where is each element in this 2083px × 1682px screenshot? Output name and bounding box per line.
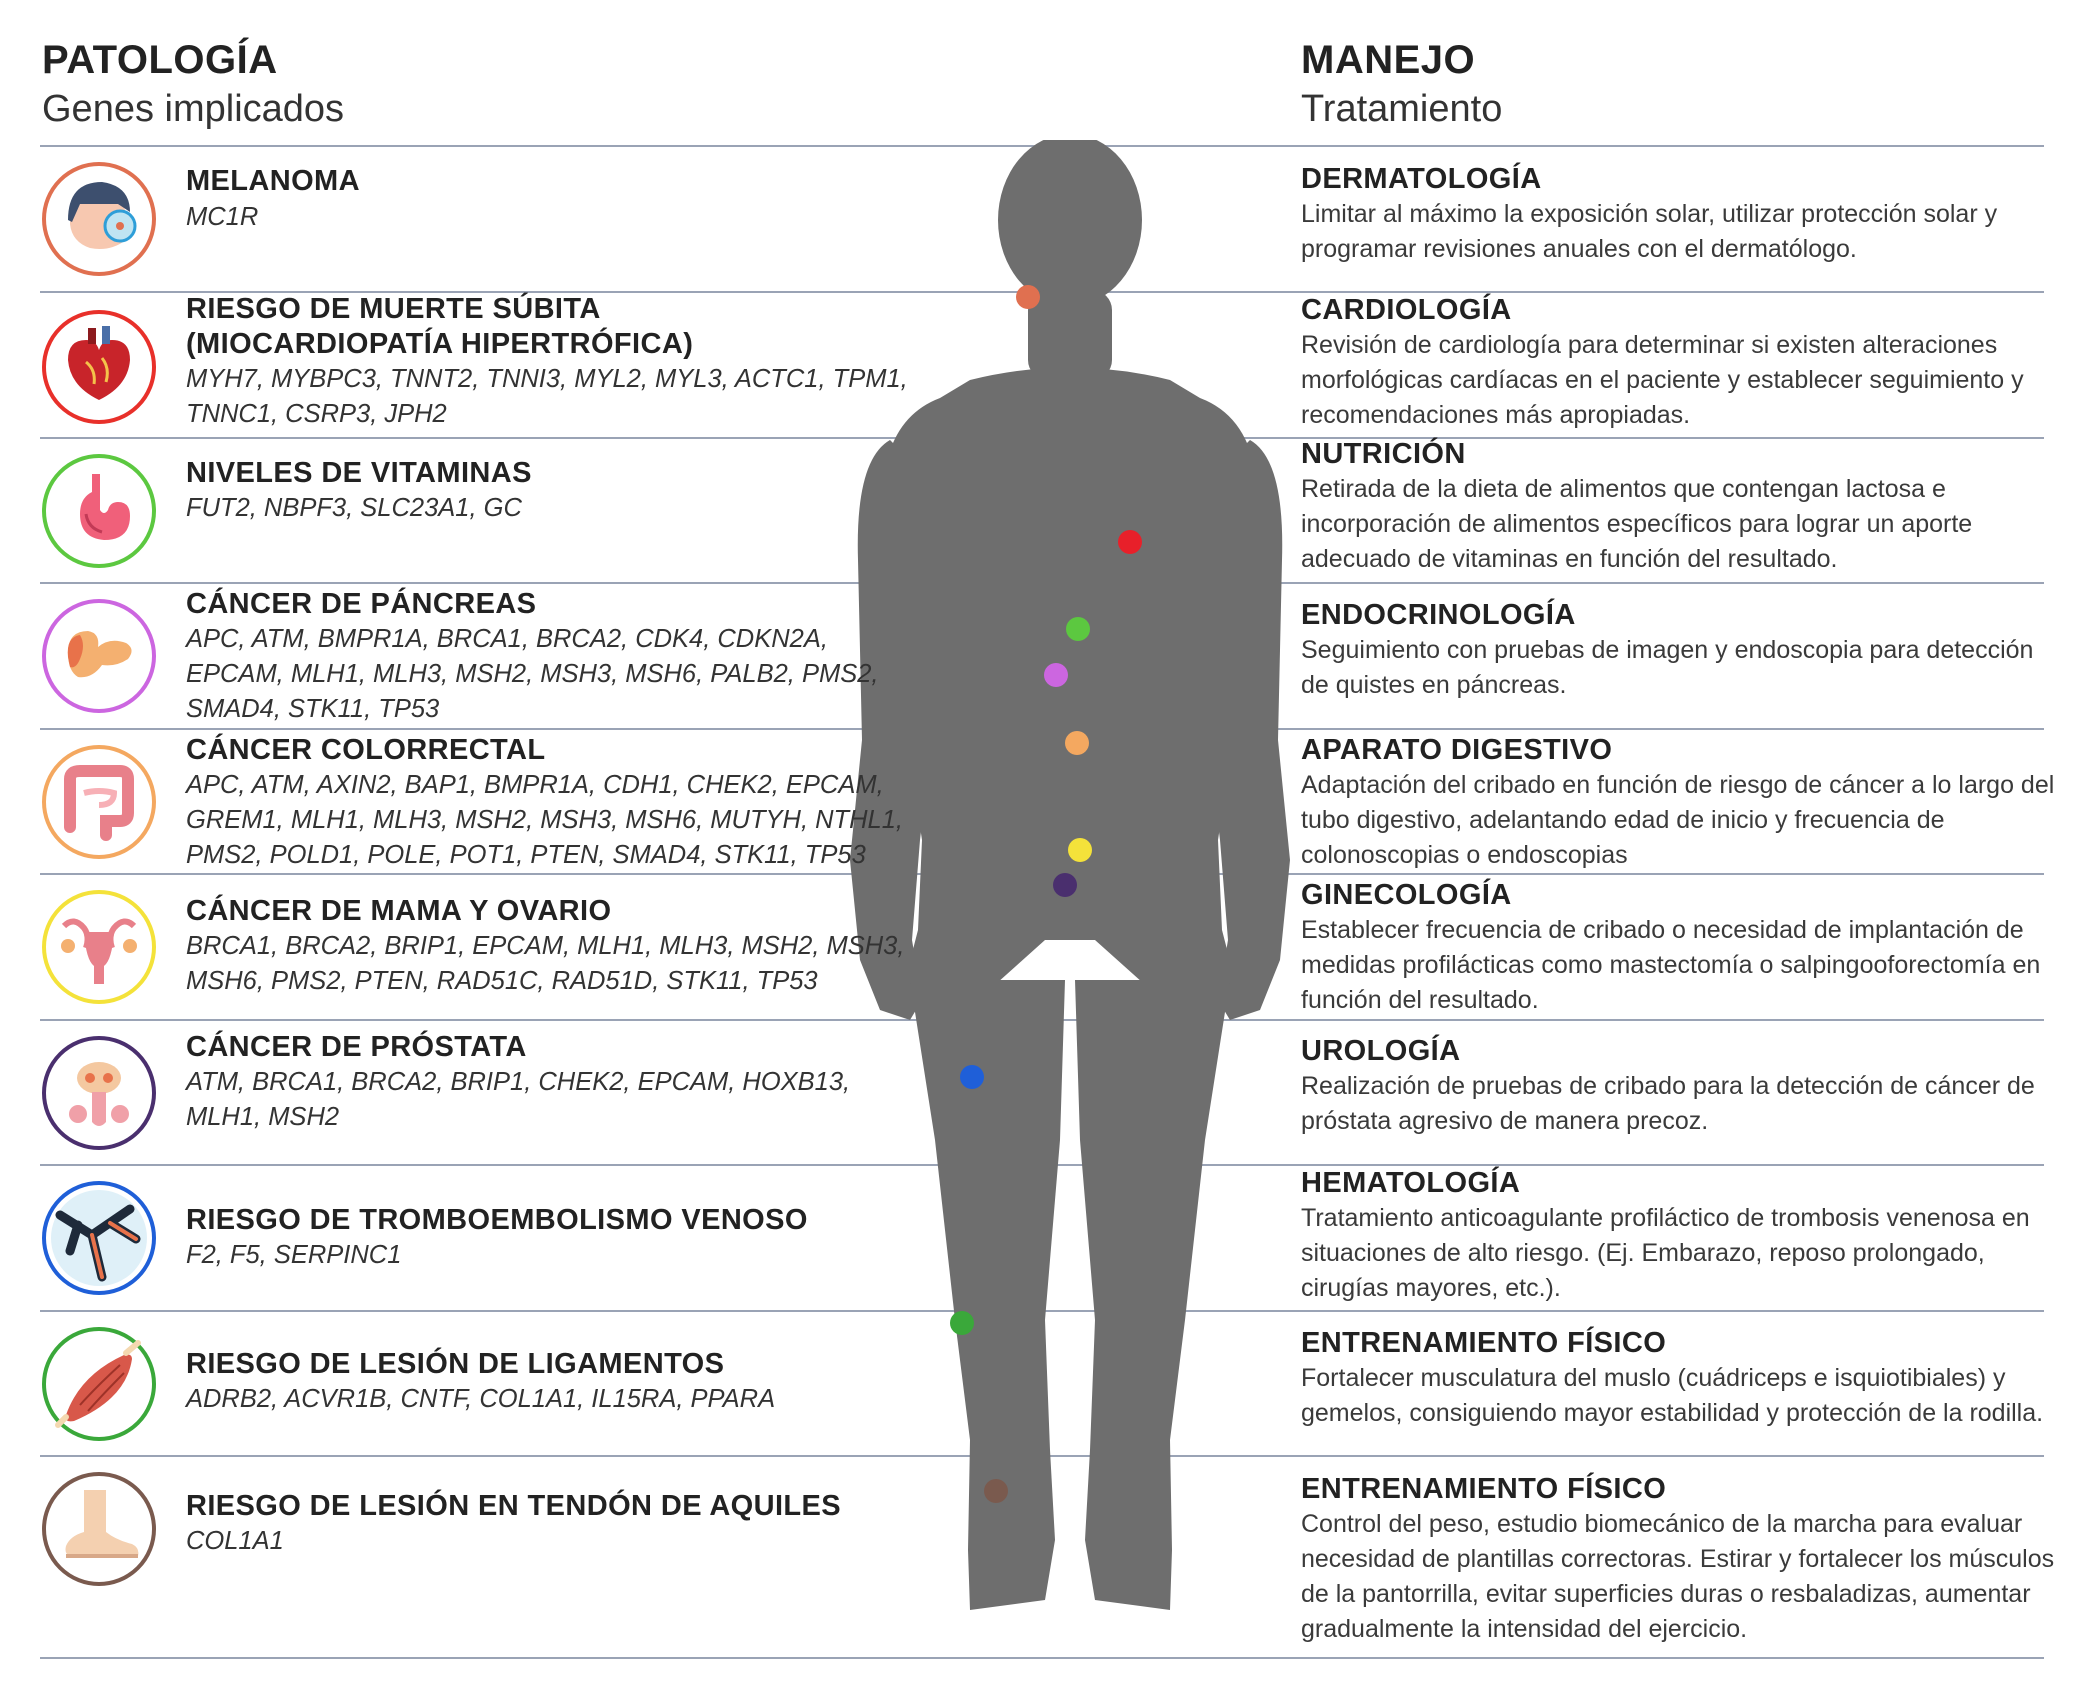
pathology-name: RIESGO DE TROMBOEMBOLISMO VENOSO xyxy=(186,1204,808,1236)
pathology-name: RIESGO DE LESIÓN DE LIGAMENTOS xyxy=(186,1348,725,1380)
specialty-name: ENDOCRINOLOGÍA xyxy=(1301,599,1576,631)
pathology-subtitle: Genes implicados xyxy=(42,88,345,130)
treatment-training-achilles xyxy=(1301,1472,2061,1647)
treatment-training-ligaments xyxy=(1301,1326,2061,1431)
uterus-marker xyxy=(1068,838,1092,862)
treatment-text: Realización de pruebas de cribado para la detección de cáncer de próstata agresivo de manera precoz. xyxy=(1301,1072,2035,1135)
row-ligaments xyxy=(40,1311,890,1451)
left-header xyxy=(42,36,344,134)
melanoma-marker xyxy=(1016,285,1040,309)
foot-icon xyxy=(40,1470,158,1588)
specialty-name: CARDIOLOGÍA xyxy=(1301,294,1512,326)
specialty-name: APARATO DIGESTIVO xyxy=(1301,734,1613,766)
veins-icon xyxy=(40,1179,158,1297)
treatment-text: Control del peso, estudio biomecánico de la marcha para evaluar necesidad de plantillas correctoras. Estirar y fortalecer los músculos de la pantorrilla, evitar superficies duras o resbaladizas, aumentar gradualmente la intensidad del ejercicio. xyxy=(1301,1510,2055,1643)
pathology-name: RIESGO DE LESIÓN EN TENDÓN DE AQUILES xyxy=(186,1490,842,1522)
pathology-title: PATOLOGÍA xyxy=(42,38,278,82)
row-vitamins xyxy=(40,438,890,578)
treatment-text: Seguimiento con pruebas de imagen y endoscopia para detección de quistes en páncreas. xyxy=(1301,636,2034,699)
gene-list: ADRB2, ACVR1B, CNTF, COL1A1, IL15RA, PPARA xyxy=(186,1385,776,1413)
pathology-name: CÁNCER COLORRECTAL xyxy=(186,734,546,766)
specialty-name: DERMATOLOGÍA xyxy=(1301,163,1542,195)
management-title: MANEJO xyxy=(1301,38,1476,82)
specialty-name: UROLOGÍA xyxy=(1301,1035,1461,1067)
pathology-name: MELANOMA xyxy=(186,165,360,197)
gene-list: FUT2, NBPF3, SLC23A1, GC xyxy=(186,494,522,522)
stomach-marker xyxy=(1066,617,1090,641)
colon-marker xyxy=(1065,731,1089,755)
pathology-name: CÁNCER DE PÁNCREAS xyxy=(186,588,537,620)
gene-list: F2, F5, SERPINC1 xyxy=(186,1241,402,1269)
gene-list: APC, ATM, BMPR1A, BRCA1, BRCA2, CDK4, CDKN2A, EPCAM, MLH1, MLH3, MSH2, MSH3, MSH6, PALB2, PMS2, SMAD4, STK11, TP53 xyxy=(186,625,879,723)
specialty-name: NUTRICIÓN xyxy=(1301,438,1466,470)
pancreas-marker xyxy=(1044,663,1068,687)
row-prostate xyxy=(40,1020,890,1160)
treatment-hematology xyxy=(1301,1166,2061,1306)
veins-marker xyxy=(960,1065,984,1089)
pathology-name: RIESGO DE MUERTE SÚBITA (MIOCARDIOPATÍA HIPERTRÓFICA) xyxy=(186,293,694,360)
treatment-text: Revisión de cardiología para determinar si existen alteraciones morfológicas cardíacas en el paciente y establecer seguimiento y recomendaciones más apropiadas. xyxy=(1301,331,2024,429)
gene-list: ATM, BRCA1, BRCA2, BRIP1, CHEK2, EPCAM, HOXB13, MLH1, MSH2 xyxy=(186,1068,851,1131)
row-sudden-death xyxy=(40,292,908,432)
colon-icon xyxy=(40,743,158,861)
treatment-digestive xyxy=(1301,733,2061,873)
treatment-urology xyxy=(1301,1034,2061,1139)
heart-icon xyxy=(40,308,158,426)
treatment-text: Adaptación del cribado en función de riesgo de cáncer a lo largo del tubo digestivo, adelantando edad de inicio y frecuencia de colonoscopias o endoscopias xyxy=(1301,771,2055,869)
specialty-name: ENTRENAMIENTO FÍSICO xyxy=(1301,1327,1667,1359)
specialty-name: GINECOLOGÍA xyxy=(1301,879,1512,911)
heart-marker xyxy=(1118,530,1142,554)
row-pancreas xyxy=(40,583,890,723)
treatment-text: Tratamiento anticoagulante profiláctico de trombosis venenosa en situaciones de alto riesgo. (Ej. Embarazo, reposo prolongado, cirugías mayores, etc.). xyxy=(1301,1204,2030,1302)
prostate-marker xyxy=(1053,873,1077,897)
right-header xyxy=(1301,36,1502,134)
gene-list: BRCA1, BRCA2, BRIP1, EPCAM, MLH1, MLH3, MSH2, MSH3, MSH6, PMS2, PTEN, RAD51C, RAD51D, STK11, TP53 xyxy=(186,932,905,995)
gene-list: MYH7, MYBPC3, TNNT2, TNNI3, MYL2, MYL3, ACTC1, TPM1, TNNC1, CSRP3, JPH2 xyxy=(186,365,908,428)
specialty-name: HEMATOLOGÍA xyxy=(1301,1167,1521,1199)
melanoma-face-icon xyxy=(40,160,158,278)
row-achilles xyxy=(40,1456,890,1636)
row-melanoma xyxy=(40,160,890,280)
treatment-cardiology xyxy=(1301,293,2061,433)
uterus-icon xyxy=(40,888,158,1006)
gene-list: MC1R xyxy=(186,203,259,231)
achilles-marker xyxy=(984,1479,1008,1503)
specialty-name: ENTRENAMIENTO FÍSICO xyxy=(1301,1473,1667,1505)
management-subtitle: Tratamiento xyxy=(1301,88,1503,130)
treatment-text: Limitar al máximo la exposición solar, utilizar protección solar y programar revisiones anuales con el dermatólogo. xyxy=(1301,200,1998,263)
treatment-text: Fortalecer musculatura del muslo (cuádriceps e isquiotibiales) y gemelos, consiguiendo mayor estabilidad y protección de la rodilla. xyxy=(1301,1364,2044,1427)
ligament-marker xyxy=(950,1311,974,1335)
gene-list: APC, ATM, AXIN2, BAP1, BMPR1A, CDH1, CHEK2, EPCAM, GREM1, MLH1, MLH3, MSH2, MSH3, MSH6, MUTYH, NTHL1, PMS2, POLD1, POLE, POT1, PTEN, SMAD4, STK11, TP53 xyxy=(186,771,903,869)
pathology-name: NIVELES DE VITAMINAS xyxy=(186,457,532,489)
row-breast-ovary xyxy=(40,874,905,1014)
treatment-dermatology xyxy=(1301,162,2061,267)
pathology-name: CÁNCER DE PRÓSTATA xyxy=(186,1031,527,1063)
row-thromboembolism xyxy=(40,1165,890,1305)
pancreas-icon xyxy=(40,597,158,715)
treatment-text: Establecer frecuencia de cribado o necesidad de implantación de medidas profilácticas como mastectomía o salpingooforectomía en función del resultado. xyxy=(1301,916,2041,1014)
treatment-text: Retirada de la dieta de alimentos que contengan lactosa e incorporación de alimentos específicos para lograr un aporte adecuado de vitaminas en función del resultado. xyxy=(1301,475,1973,573)
prostate-icon xyxy=(40,1034,158,1152)
row-colorectal xyxy=(40,729,903,869)
treatment-endocrinology xyxy=(1301,598,2061,703)
gene-list: COL1A1 xyxy=(186,1527,284,1555)
treatment-nutrition xyxy=(1301,437,2061,577)
row-divider xyxy=(40,1657,2044,1659)
pathology-name: CÁNCER DE MAMA Y OVARIO xyxy=(186,895,612,927)
stomach-icon xyxy=(40,452,158,570)
treatment-gynecology xyxy=(1301,878,2061,1018)
muscle-icon xyxy=(40,1325,158,1443)
